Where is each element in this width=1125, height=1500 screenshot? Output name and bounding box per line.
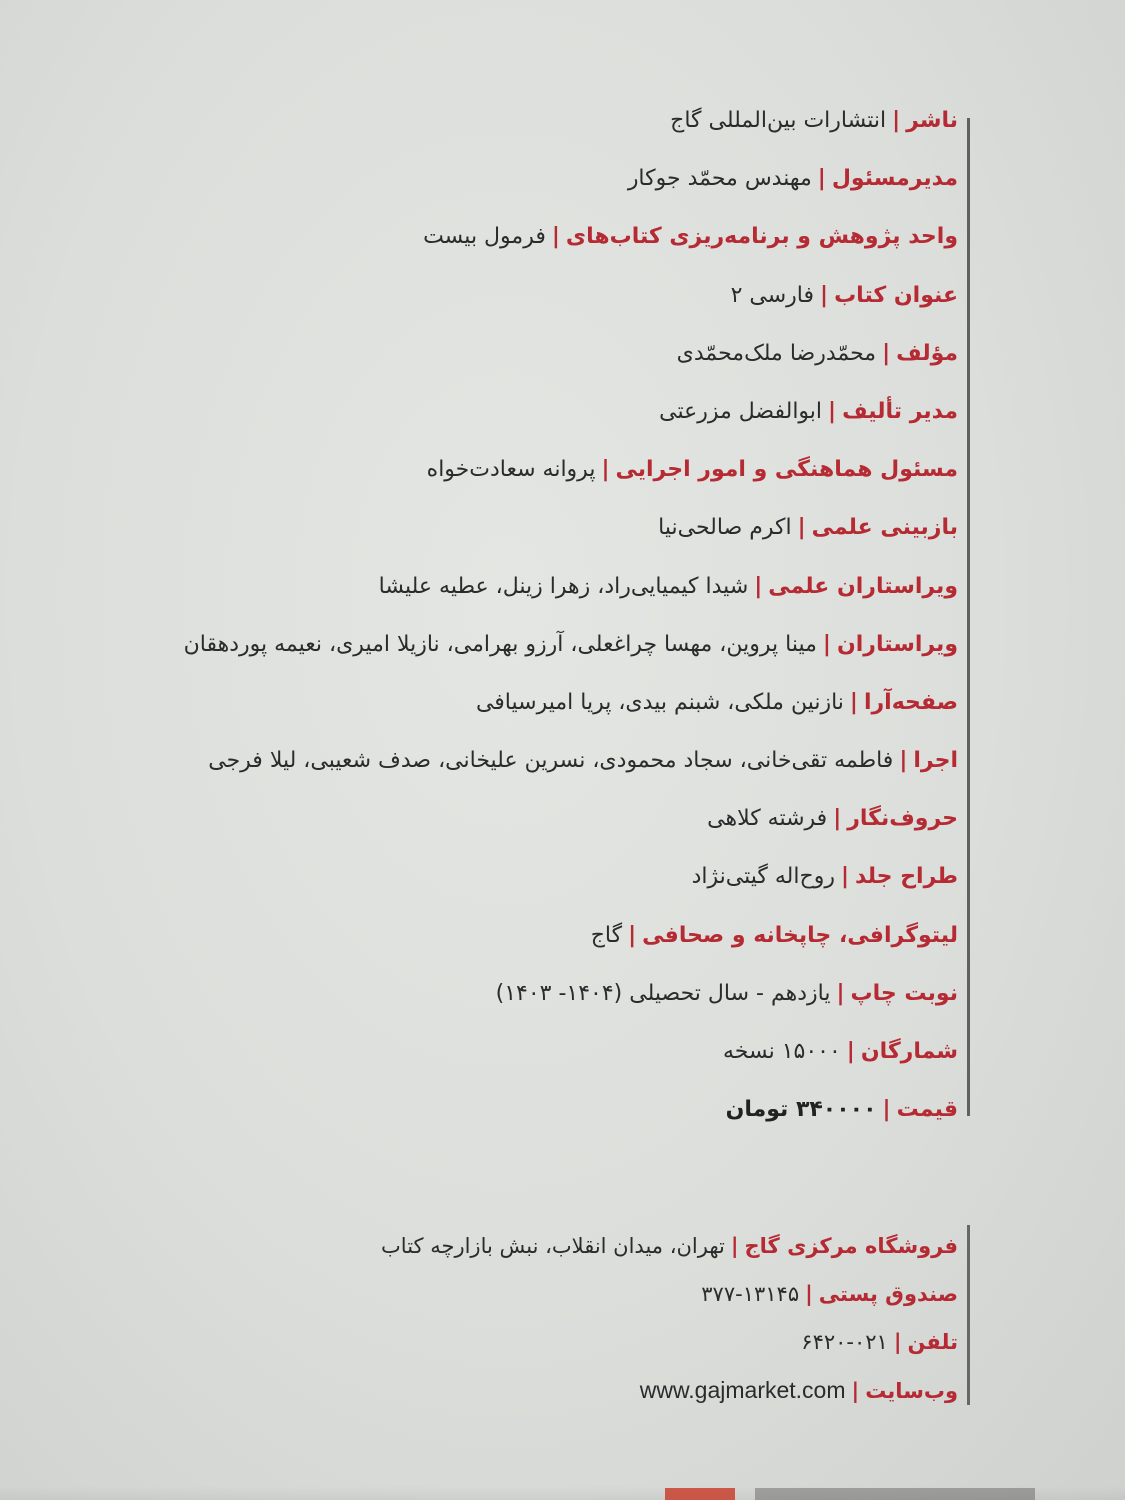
credit-row-research-unit bbox=[58, 208, 958, 266]
credit-row-book-title bbox=[58, 267, 958, 325]
credit-value: شیدا کیمیایی‌راد، زهرا زینل، عطیه علیشا bbox=[378, 573, 749, 599]
credit-row-cover-designer bbox=[58, 848, 958, 906]
credit-row-typesetter bbox=[58, 790, 958, 848]
credit-label: ویراستاران علمی bbox=[768, 573, 958, 599]
credit-label: صفحه‌آرا bbox=[863, 689, 958, 715]
credit-label: طراح جلد bbox=[854, 864, 958, 890]
credit-row-publisher bbox=[58, 92, 958, 150]
credit-value: فارسی ۲ bbox=[730, 282, 815, 308]
separator: | bbox=[754, 573, 763, 599]
credit-value: مهندس محمّد جوکار bbox=[627, 166, 812, 192]
credit-value: انتشارات بین‌المللی گاج bbox=[670, 108, 887, 133]
store-vertical-rule bbox=[967, 1225, 970, 1405]
store-label: فروشگاه مرکزی گاج bbox=[744, 1234, 958, 1258]
credit-label: بازبینی علمی bbox=[811, 515, 958, 541]
credit-value: محمّدرضا ملک‌محمّدی bbox=[676, 340, 877, 366]
separator: | bbox=[836, 980, 845, 1006]
credit-label: مدیر تألیف bbox=[842, 398, 958, 424]
credit-row-editors bbox=[58, 616, 958, 674]
credit-label: ناشر bbox=[906, 108, 958, 133]
credit-value: گاج bbox=[590, 922, 623, 948]
credit-value: فاطمه تقی‌خانی، سجاد محمودی، نسرین علیخانی، صدف شعیبی، لیلا فرجی bbox=[208, 748, 894, 774]
credit-label: حروف‌نگار bbox=[847, 806, 958, 832]
cut-off-text-mark bbox=[665, 1488, 735, 1500]
credit-value: مینا پروین، مهسا چراغعلی، آرزو بهرامی، نازیلا امیری، نعیمه پوردهقان bbox=[183, 631, 817, 657]
separator: | bbox=[551, 224, 560, 250]
credit-value: ۱۵۰۰۰ نسخه bbox=[722, 1039, 841, 1064]
credit-value: فرشته کلاهی bbox=[707, 806, 828, 832]
credit-row-scientific-review bbox=[58, 499, 958, 557]
separator: | bbox=[730, 1234, 739, 1258]
separator: | bbox=[846, 1039, 855, 1064]
credit-label: مسئول هماهنگی و امور اجرایی bbox=[615, 457, 958, 483]
store-label: تلفن bbox=[907, 1330, 958, 1354]
credits-vertical-rule bbox=[967, 118, 970, 1116]
separator: | bbox=[840, 864, 849, 890]
separator: | bbox=[805, 1282, 813, 1306]
credit-label: لیتوگرافی، چاپخانه و صحافی bbox=[642, 922, 958, 948]
store-info-block bbox=[58, 1222, 958, 1414]
credit-label: اجرا bbox=[913, 748, 958, 774]
store-row-phone bbox=[58, 1318, 958, 1366]
credit-row-execution bbox=[58, 732, 958, 790]
separator: | bbox=[882, 1097, 891, 1123]
separator: | bbox=[849, 689, 858, 715]
store-row-website bbox=[58, 1366, 958, 1414]
credits-block bbox=[58, 92, 958, 1139]
separator: | bbox=[851, 1379, 860, 1403]
credit-label: شمارگان bbox=[860, 1039, 958, 1064]
separator: | bbox=[892, 108, 901, 133]
separator: | bbox=[817, 166, 826, 192]
credit-row-print-run bbox=[58, 1023, 958, 1081]
separator: | bbox=[893, 1330, 902, 1354]
credit-value: روح‌اله گیتی‌نژاد bbox=[691, 864, 835, 890]
credit-value: ابوالفضل مزرعتی bbox=[659, 398, 823, 424]
price-value: ۳۴۰۰۰۰ تومان bbox=[725, 1097, 877, 1123]
credit-value: اکرم صالحی‌نیا bbox=[658, 515, 792, 541]
store-row-po-box bbox=[58, 1270, 958, 1318]
separator: | bbox=[601, 457, 610, 483]
credit-value: فرمول بیست bbox=[423, 224, 546, 250]
credit-row-managing-director bbox=[58, 150, 958, 208]
credit-label: عنوان کتاب bbox=[834, 282, 958, 308]
store-row-address bbox=[58, 1222, 958, 1270]
website-link[interactable]: www.gajmarket.com bbox=[639, 1377, 846, 1403]
separator: | bbox=[833, 806, 842, 832]
phone-value: ۰۲۱-۶۴۲۰ bbox=[801, 1330, 888, 1354]
credit-label: مدیرمسئول bbox=[831, 166, 958, 192]
po-box-value: ۱۳۱۴۵-۳۷۷ bbox=[701, 1282, 800, 1306]
credit-row-coordination bbox=[58, 441, 958, 499]
credit-row-edition bbox=[58, 965, 958, 1023]
credit-row-printing bbox=[58, 907, 958, 965]
credit-label: واحد پژوهش و برنامه‌ریزی کتاب‌های bbox=[565, 224, 958, 250]
credit-label: ویراستاران bbox=[836, 631, 958, 657]
separator: | bbox=[828, 398, 837, 424]
separator: | bbox=[820, 282, 829, 308]
credit-row-scientific-editors bbox=[58, 558, 958, 616]
separator: | bbox=[628, 922, 637, 948]
credit-row-authoring-manager bbox=[58, 383, 958, 441]
separator: | bbox=[882, 340, 891, 366]
credit-row-layout bbox=[58, 674, 958, 732]
separator: | bbox=[797, 515, 806, 541]
credit-value: یازدهم - سال تحصیلی (۱۴۰۴- ۱۴۰۳) bbox=[495, 980, 831, 1006]
credit-value: پروانه سعادت‌خواه bbox=[426, 457, 596, 483]
credit-value: نازنین ملکی، شبنم بیدی، پریا امیرسیافی bbox=[475, 689, 844, 715]
cut-off-text-line bbox=[755, 1488, 1035, 1500]
credit-label: مؤلف bbox=[896, 340, 958, 366]
separator: | bbox=[899, 748, 908, 774]
credit-row-price bbox=[58, 1081, 958, 1139]
credit-label: نوبت چاپ bbox=[850, 980, 958, 1006]
store-label: صندوق پستی bbox=[818, 1282, 958, 1306]
credit-label: قیمت bbox=[896, 1097, 958, 1123]
credit-row-author bbox=[58, 325, 958, 383]
store-label: وب‌سایت bbox=[865, 1379, 958, 1403]
store-address: تهران، میدان انقلاب، نبش بازارچه کتاب bbox=[381, 1234, 725, 1258]
separator: | bbox=[822, 631, 831, 657]
